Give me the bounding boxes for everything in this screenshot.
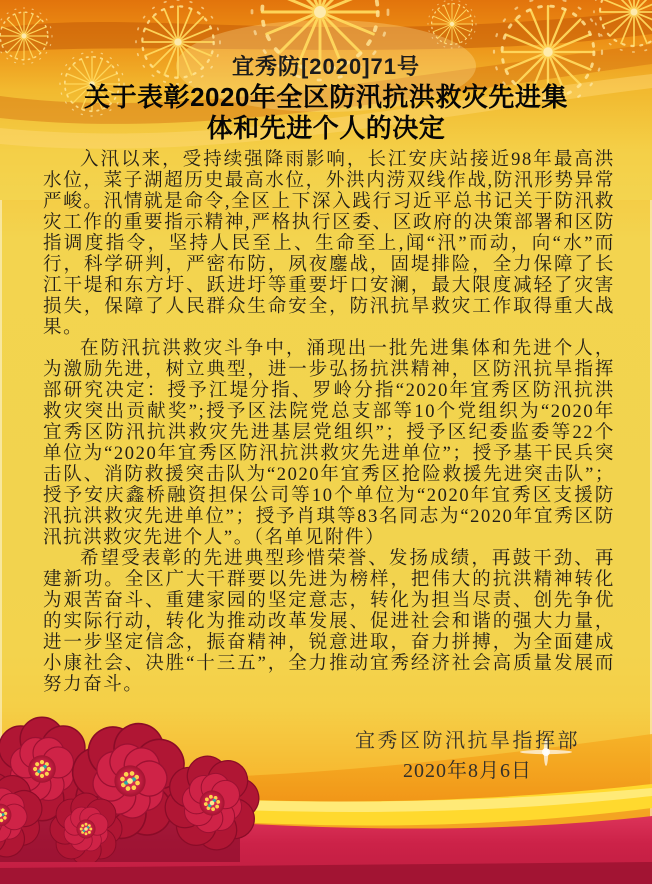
title-line-1: 关于表彰2020年全区防汛抗洪救灾先进集: [84, 82, 568, 112]
paragraph-flood-situation: 入汛以来，受持续强降雨影响，长江安庆站接近98年最高洪水位，菜子湖超历史最高水位，外洪内涝双线作战,防汛形势异常严峻。汛情就是命令,全区上下深入践行习近平总书记关于防汛救灾工作的重要指示精神,严格执行区委、区政府的决策部署和区防指调度指令，坚持人民至上、生命至上,闻“汛”而动，向“水”而行，科学研判，严密布防，夙夜鏖战，固堤排险，全力保障了长江干堤和东方圩、跃进圩等重要圩口安澜，最大限度减轻了灾害损失，保障了人民群众生命安全，防汛抗旱救灾工作取得重大战果。: [43, 150, 615, 338]
document-number: 宜秀防[2020]71号: [231, 54, 421, 79]
paragraph-call-to-action: 希望受表彰的先进典型珍惜荣誉、发扬成绩，再鼓干劲、再建新功。全区广大干群要以先进为榜样，把伟大的抗洪精神转化为艰苦奋斗、重建家园的坚定意志，转化为担当尽责、创先争优的实际行动，转化为推动改革发展、促进社会和谐的强大力量，进一步坚定信念，振奋精神，锐意进取，奋力拼搏，为全面建成小康社会、决胜“十三五”，全力推动宜秀经济社会高质量发展而努力奋斗。: [43, 549, 615, 695]
signature-block: [355, 726, 580, 786]
document-title: [0, 82, 652, 144]
title-line-2: 体和先进个人的决定: [206, 113, 446, 143]
paragraph-commendation-decision: 在防汛抗洪救灾斗争中，涌现出一批先进集体和先进个人，为激励先进，树立典型，进一步弘扬抗洪精神，区防汛抗旱指挥部研究决定：授予江堤分指、罗岭分指“2020年宜秀区防汛抗洪救灾突出贡献奖”;授予区法院党总支部等10个党组织为“2020年宜秀区防汛抗洪救灾先进基层党组织”；授予区纪委监委等22个单位为“2020年宜秀区防汛抗洪救灾先进单位”；授予基干民兵突击队、消防救援突击队为“2020年宜秀区抢险救援先进突击队”；授予安庆鑫桥融资担保公司等10个单位为“2020年宜秀区支援防汛抗洪救灾先进单位”；授予肖琪等83名同志为“2020年宜秀区防汛抗洪救灾先进个人”。（名单见附件）: [43, 339, 615, 548]
document-body: [43, 150, 615, 696]
peony-flowers-decoration: [0, 707, 260, 862]
signature-issuer: 宜秀区防汛抗旱指挥部: [355, 730, 580, 752]
signature-date: 2020年8月6日: [403, 760, 532, 782]
